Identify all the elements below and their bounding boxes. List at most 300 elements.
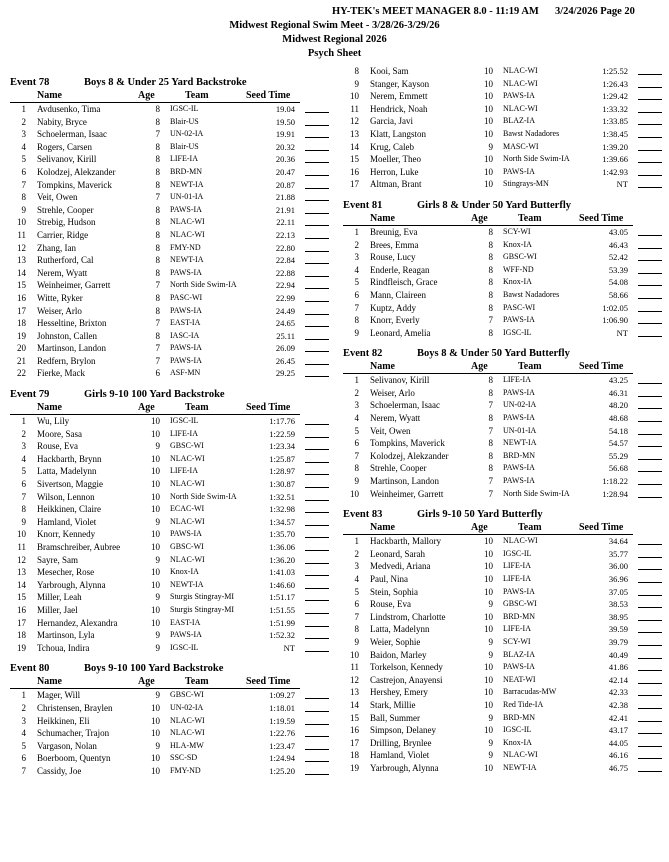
seed-time: 43.05 xyxy=(608,226,628,237)
result-blank-line xyxy=(305,525,329,526)
swimmer-name: Stein, Sophia xyxy=(370,586,419,597)
swimmer-age: 10 xyxy=(484,725,493,736)
team-name: Red Tide-IA xyxy=(503,699,544,709)
swimmer-name: Miller, Jael xyxy=(37,604,78,615)
swimmer-age: 7 xyxy=(488,425,493,436)
swimmer-age: 9 xyxy=(155,554,160,565)
team-name: ASF-MN xyxy=(170,368,201,378)
swimmer-name: Mann, Claireen xyxy=(370,289,426,300)
swimmer-age: 10 xyxy=(484,624,493,635)
swimmer-name: Schoelerman, Isaac xyxy=(37,129,107,140)
result-blank-line xyxy=(638,446,662,447)
seed-time: 38.53 xyxy=(608,599,628,610)
event-number: Event 83 xyxy=(343,509,383,521)
swimmer-age: 10 xyxy=(484,154,493,165)
seed-rank: 4 xyxy=(21,453,26,464)
seed-time: 44.05 xyxy=(608,737,628,748)
seed-time: 56.68 xyxy=(608,463,628,474)
seed-rank: 14 xyxy=(350,141,359,152)
result-blank-line xyxy=(305,462,329,463)
result-blank-line xyxy=(305,449,329,450)
team-name: PASC-WI xyxy=(170,292,203,302)
swimmer-age: 7 xyxy=(155,192,160,203)
seed-time: 1:36.06 xyxy=(269,542,295,552)
seed-rank: 6 xyxy=(354,289,359,300)
swimmer-age: 10 xyxy=(151,579,160,590)
result-blank-line xyxy=(638,670,662,671)
team-name: UN-02-IA xyxy=(170,702,204,712)
seed-rank: 15 xyxy=(350,154,359,165)
entry-row xyxy=(10,292,336,305)
event-spacer xyxy=(343,339,669,347)
result-blank-line xyxy=(305,537,329,538)
entry-row xyxy=(10,254,336,267)
event-number: Event 80 xyxy=(10,663,50,675)
swimmer-age: 7 xyxy=(155,355,160,366)
entry-row xyxy=(343,90,669,103)
entry-row xyxy=(10,342,336,355)
swimmer-age: 8 xyxy=(155,166,160,177)
team-name: North Side Swim-IA xyxy=(503,488,570,498)
seed-time: 38.95 xyxy=(608,611,628,622)
seed-rank: 9 xyxy=(354,636,359,647)
team-name: HLA-MW xyxy=(170,740,204,750)
right-column xyxy=(343,65,669,775)
entry-row xyxy=(343,712,669,725)
col-header-seed: Seed Time xyxy=(246,676,291,688)
team-name: BRD-MN xyxy=(170,166,203,176)
seed-rank: 6 xyxy=(354,438,359,449)
entry-row xyxy=(343,475,669,488)
result-blank-line xyxy=(638,695,662,696)
swimmer-name: Breunig, Eva xyxy=(370,226,418,237)
seed-rank: 16 xyxy=(17,604,26,615)
seed-time: 22.84 xyxy=(275,255,295,266)
team-name: PAWS-IA xyxy=(503,315,535,325)
col-header-age: Age xyxy=(471,212,488,224)
seed-time: 25.11 xyxy=(276,330,295,341)
entry-row xyxy=(10,752,336,765)
result-blank-line xyxy=(638,484,662,485)
entry-row xyxy=(343,289,669,302)
col-header-team: Team xyxy=(518,212,542,224)
seed-time: 1:26.43 xyxy=(602,78,628,89)
swimmer-name: Sayre, Sam xyxy=(37,554,78,565)
seed-time: 22.11 xyxy=(276,217,295,228)
team-name: NLAC-WI xyxy=(170,217,205,227)
event-spacer xyxy=(10,380,336,388)
entry-row xyxy=(10,242,336,255)
swimmer-name: Weiser, Arlo xyxy=(370,387,415,398)
swimmer-name: Latta, Madelynn xyxy=(370,624,430,635)
swimmer-age: 10 xyxy=(151,529,160,540)
event-name: Boys 8 & Under 25 Yard Backstroke xyxy=(84,77,247,88)
result-blank-line xyxy=(305,301,329,302)
seed-time: 1:32.98 xyxy=(269,504,295,515)
seed-time: 1:33.85 xyxy=(602,116,628,127)
entry-row xyxy=(343,65,669,78)
seed-rank: 4 xyxy=(21,141,26,152)
seed-time: 20.87 xyxy=(275,179,295,190)
swimmer-name: Rindfleisch, Grace xyxy=(370,277,438,288)
entry-row xyxy=(10,740,336,753)
swimmer-name: Knorr, Kennedy xyxy=(37,529,96,540)
result-blank-line xyxy=(305,213,329,214)
entry-row xyxy=(343,535,669,548)
entry-row xyxy=(10,153,336,166)
entry-row xyxy=(10,491,336,504)
result-blank-line xyxy=(638,645,662,646)
swimmer-age: 10 xyxy=(484,536,493,547)
swimmer-age: 9 xyxy=(155,516,160,527)
entry-row xyxy=(343,724,669,737)
seed-rank: 17 xyxy=(350,737,359,748)
event-title xyxy=(343,508,669,522)
team-name: IGSC-IL xyxy=(503,548,532,558)
seed-time: 1:42.93 xyxy=(602,166,628,177)
swimmer-name: Rutherford, Cal xyxy=(37,255,94,266)
result-blank-line xyxy=(305,339,329,340)
event-title xyxy=(10,388,336,402)
swimmer-name: Wilson, Lennon xyxy=(37,491,95,502)
swimmer-name: Selivanov, Kirill xyxy=(37,154,97,165)
swimmer-name: Hershey, Emery xyxy=(370,687,428,698)
entry-row xyxy=(343,623,669,636)
swimmer-age: 10 xyxy=(151,416,160,427)
event-spacer xyxy=(343,500,669,508)
entry-row xyxy=(343,128,669,141)
result-blank-line xyxy=(305,487,329,488)
col-header-name: Name xyxy=(370,522,395,534)
team-name: Stingrays-MN xyxy=(503,179,549,189)
swimmer-age: 10 xyxy=(484,699,493,710)
result-blank-line xyxy=(305,698,329,699)
seed-rank: 3 xyxy=(354,561,359,572)
swimmer-age: 8 xyxy=(488,239,493,250)
team-name: UN-02-IA xyxy=(503,400,537,410)
swimmer-name: Klatt, Langston xyxy=(370,128,426,139)
event-name: Boys 9-10 100 Yard Backstroke xyxy=(84,663,224,675)
result-blank-line xyxy=(638,87,662,88)
result-blank-line xyxy=(638,595,662,596)
entry-row xyxy=(10,528,336,541)
swimmer-age: 7 xyxy=(488,400,493,411)
team-name: NLAC-WI xyxy=(503,78,538,88)
swimmer-name: Weiser, Arlo xyxy=(37,305,82,316)
seed-time: 1:06.90 xyxy=(602,315,628,326)
swimmer-age: 10 xyxy=(151,702,160,713)
seed-rank: 1 xyxy=(21,416,26,427)
swimmer-age: 8 xyxy=(488,252,493,263)
swimmer-name: Hamland, Violet xyxy=(37,516,97,527)
team-name: GBSC-WI xyxy=(503,599,537,609)
team-name: IGSC-IL xyxy=(170,642,199,652)
seed-time: 42.38 xyxy=(608,699,628,710)
seed-rank: 5 xyxy=(21,154,26,165)
entry-row xyxy=(343,141,669,154)
swimmer-age: 9 xyxy=(155,690,160,701)
swimmer-age: 9 xyxy=(488,636,493,647)
event-block xyxy=(343,199,669,339)
seed-time: 1:30.87 xyxy=(269,479,295,490)
seed-rank: 9 xyxy=(354,78,359,89)
result-blank-line xyxy=(638,434,662,435)
seed-rank: 18 xyxy=(17,318,26,329)
event-block xyxy=(10,662,336,777)
event-block xyxy=(343,65,669,191)
seed-rank: 4 xyxy=(354,413,359,424)
seed-rank: 10 xyxy=(17,217,26,228)
entry-row xyxy=(10,367,336,380)
swimmer-name: Mager, Will xyxy=(37,690,81,701)
swimmer-age: 8 xyxy=(488,463,493,474)
seed-rank: 13 xyxy=(350,128,359,139)
result-blank-line xyxy=(305,364,329,365)
swimmer-name: Witte, Ryker xyxy=(37,292,83,303)
result-blank-line xyxy=(638,235,662,236)
entry-row xyxy=(10,541,336,554)
seed-rank: 19 xyxy=(17,642,26,653)
swimmer-name: Hernandez, Alexandra xyxy=(37,617,118,628)
col-header-name: Name xyxy=(37,402,62,414)
result-blank-line xyxy=(638,544,662,545)
swimmer-name: Rouse, Eva xyxy=(370,599,411,610)
seed-rank: 10 xyxy=(350,649,359,660)
entry-row xyxy=(343,598,669,611)
seed-time: 34.64 xyxy=(608,536,628,547)
swimmer-name: Leonard, Amelia xyxy=(370,327,431,338)
result-blank-line xyxy=(638,733,662,734)
result-blank-line xyxy=(305,251,329,252)
seed-rank: 5 xyxy=(21,740,26,751)
team-name: PAWS-IA xyxy=(503,387,535,397)
seed-time: 1:46.60 xyxy=(269,579,295,590)
team-name: Knox-IA xyxy=(503,277,532,287)
swimmer-name: Schoelerman, Isaac xyxy=(370,400,440,411)
team-name: BRD-MN xyxy=(503,450,536,460)
sheet-title: Psych Sheet xyxy=(307,48,362,59)
seed-rank: 7 xyxy=(21,491,26,502)
seed-rank: 11 xyxy=(350,662,359,673)
swimmer-age: 10 xyxy=(151,466,160,477)
entry-row xyxy=(343,488,669,501)
swimmer-age: 7 xyxy=(488,488,493,499)
swimmer-name: Heikkinen, Claire xyxy=(37,504,101,515)
team-name: IGSC-IL xyxy=(170,416,199,426)
seed-time: 36.00 xyxy=(608,561,628,572)
team-name: LIFE-IA xyxy=(170,428,198,438)
swimmer-name: Enderle, Reagan xyxy=(370,264,430,275)
seed-time: 46.43 xyxy=(608,239,628,250)
entry-row xyxy=(10,179,336,192)
seed-rank: 14 xyxy=(17,579,26,590)
result-blank-line xyxy=(638,396,662,397)
team-name: NLAC-WI xyxy=(170,479,205,489)
swimmer-name: Sivertson, Maggie xyxy=(37,479,103,490)
entry-row xyxy=(10,317,336,330)
seed-rank: 1 xyxy=(21,104,26,114)
swimmer-age: 10 xyxy=(484,586,493,597)
entry-row xyxy=(10,330,336,343)
event-block xyxy=(343,508,669,774)
result-blank-line xyxy=(638,298,662,299)
seed-rank: 2 xyxy=(354,239,359,250)
seed-rank: 7 xyxy=(21,179,26,190)
team-name: NEAT-WI xyxy=(503,674,536,684)
team-name: PAWS-IA xyxy=(170,267,202,277)
seed-time: 39.59 xyxy=(608,624,628,635)
team-name: GBSC-WI xyxy=(170,441,204,451)
swimmer-age: 10 xyxy=(151,567,160,578)
seed-time: 54.08 xyxy=(608,277,628,288)
swimmer-name: Nerem, Wyatt xyxy=(370,413,421,424)
swimmer-age: 10 xyxy=(484,548,493,559)
seed-rank: 15 xyxy=(17,280,26,291)
team-name: PAWS-IA xyxy=(170,343,202,353)
seed-rank: 1 xyxy=(354,375,359,386)
seed-rank: 17 xyxy=(17,305,26,316)
swimmer-name: Weier, Sophie xyxy=(370,636,421,647)
seed-time: 1:51.17 xyxy=(269,592,295,603)
seed-time: 22.99 xyxy=(275,292,295,303)
seed-time: 1:34.57 xyxy=(269,516,295,527)
seed-rank: 11 xyxy=(17,542,26,552)
seed-time: 55.29 xyxy=(608,450,628,461)
result-blank-line xyxy=(638,582,662,583)
event-title xyxy=(10,76,336,90)
swimmer-age: 8 xyxy=(488,302,493,313)
seed-time: 46.16 xyxy=(608,750,628,761)
team-name: PAWS-IA xyxy=(170,305,202,315)
entry-row xyxy=(10,642,336,655)
team-name: UN-01-IA xyxy=(170,192,204,202)
entry-row xyxy=(343,166,669,179)
swimmer-name: Christensen, Braylen xyxy=(37,702,113,713)
seed-time: 1:33.32 xyxy=(602,103,628,114)
entry-row xyxy=(343,686,669,699)
column-headers xyxy=(343,361,633,374)
team-name: NLAC-WI xyxy=(503,750,538,760)
swimmer-age: 7 xyxy=(488,315,493,326)
seed-rank: 7 xyxy=(354,450,359,461)
team-name: LIFE-IA xyxy=(503,375,531,385)
entry-row xyxy=(343,239,669,252)
seed-time: 48.20 xyxy=(608,400,628,411)
seed-time: 29.25 xyxy=(275,368,295,379)
event-block xyxy=(10,76,336,380)
swimmer-age: 8 xyxy=(488,327,493,338)
team-name: PAWS-IA xyxy=(170,529,202,539)
result-blank-line xyxy=(305,263,329,264)
entry-row xyxy=(10,166,336,179)
seed-time: 1:22.76 xyxy=(269,728,295,739)
entry-row xyxy=(343,548,669,561)
swimmer-name: Hackbarth, Brynn xyxy=(37,453,102,464)
result-blank-line xyxy=(638,607,662,608)
result-blank-line xyxy=(305,238,329,239)
column-headers xyxy=(10,90,300,103)
swimmer-name: Garcia, Javi xyxy=(370,116,413,127)
team-name: GBSC-WI xyxy=(170,690,204,700)
seed-rank: 12 xyxy=(17,242,26,253)
seed-time: 26.45 xyxy=(275,355,295,366)
seed-rank: 13 xyxy=(17,255,26,266)
event-name: Boys 8 & Under 50 Yard Butterfly xyxy=(417,348,570,360)
entry-row xyxy=(343,437,669,450)
seed-rank: 10 xyxy=(350,91,359,102)
swimmer-age: 8 xyxy=(488,450,493,461)
seed-time: 1:22.59 xyxy=(269,428,295,439)
seed-time: 19.04 xyxy=(275,104,295,114)
team-name: LIFE-IA xyxy=(503,624,531,634)
swimmer-age: 10 xyxy=(151,715,160,726)
result-blank-line xyxy=(305,500,329,501)
seed-time: 1:18.01 xyxy=(269,702,295,713)
seed-time: 1:51.99 xyxy=(269,617,295,628)
entry-row xyxy=(343,425,669,438)
team-name: NEWT-IA xyxy=(170,579,204,589)
seed-time: 26.09 xyxy=(275,343,295,354)
team-name: IGSC-IL xyxy=(170,104,199,113)
swimmer-name: Yarbrough, Alynna xyxy=(370,762,439,773)
swimmer-name: Heikkinen, Eli xyxy=(37,715,90,726)
entry-row xyxy=(10,116,336,129)
seed-time: 1:17.76 xyxy=(269,416,295,427)
team-name: EAST-IA xyxy=(170,617,201,627)
seed-rank: 9 xyxy=(354,476,359,487)
seed-rank: 20 xyxy=(17,343,26,354)
result-blank-line xyxy=(305,112,329,113)
swimmer-name: Moore, Sasa xyxy=(37,428,82,439)
entry-row xyxy=(343,302,669,315)
entry-row xyxy=(343,327,669,340)
team-name: NLAC-WI xyxy=(170,554,205,564)
team-name: PAWS-IA xyxy=(503,476,535,486)
seed-rank: 12 xyxy=(350,116,359,127)
seed-rank: 6 xyxy=(21,753,26,764)
seed-time: 21.91 xyxy=(275,204,295,215)
swimmer-name: Vargason, Nolan xyxy=(37,740,97,751)
swimmer-age: 10 xyxy=(484,662,493,673)
entry-row xyxy=(10,503,336,516)
result-blank-line xyxy=(305,437,329,438)
entry-row xyxy=(343,636,669,649)
entry-row xyxy=(10,267,336,280)
seed-rank: 3 xyxy=(21,441,26,452)
seed-time: 46.75 xyxy=(608,762,628,773)
seed-time: 1:29.42 xyxy=(602,91,628,102)
seed-rank: 3 xyxy=(21,715,26,726)
swimmer-name: Medvedi, Ariana xyxy=(370,561,431,572)
team-name: LIFE-IA xyxy=(170,466,198,476)
result-blank-line xyxy=(305,736,329,737)
swimmer-name: Miller, Leah xyxy=(37,592,82,603)
swimmer-age: 10 xyxy=(151,542,160,552)
team-name: LIFE-IA xyxy=(503,561,531,571)
result-blank-line xyxy=(638,383,662,384)
team-name: NLAC-WI xyxy=(170,453,205,463)
team-name: North Side Swim-IA xyxy=(170,280,237,290)
swimmer-age: 7 xyxy=(155,318,160,329)
swimmer-name: Latta, Madelynn xyxy=(37,466,97,477)
swimmer-age: 9 xyxy=(488,649,493,660)
swimmer-name: Leonard, Sarah xyxy=(370,548,425,559)
seed-time: 20.36 xyxy=(275,154,295,165)
col-header-seed: Seed Time xyxy=(579,361,624,373)
seed-time: 22.80 xyxy=(275,242,295,253)
entry-row xyxy=(343,251,669,264)
team-name: PASC-WI xyxy=(503,302,536,312)
